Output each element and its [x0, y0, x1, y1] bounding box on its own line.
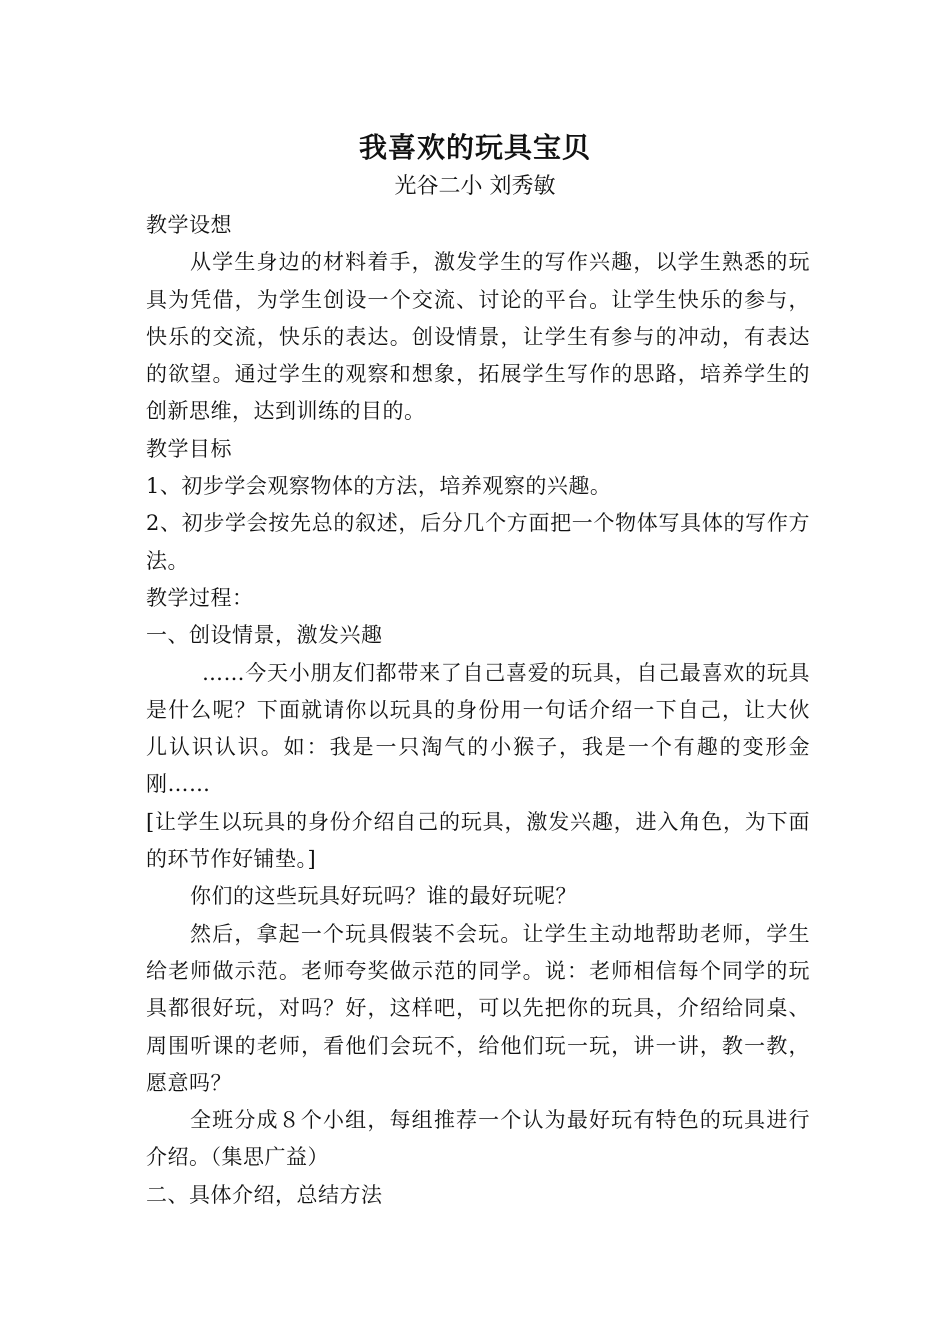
design-paragraph: 从学生身边的材料着手，激发学生的写作兴趣，以学生熟悉的玩具为凭借，为学生创设一个交流、讨论的平台。让学生快乐的参与，快乐的交流，快乐的表达。创设情景，让学生有参与的冲动，有表达的欲望。通过学生的观察和想象，拓展学生写作的思路，培养学生的创新思维，达到训练的目的。 — [146, 250, 810, 424]
step-1-paragraph-3: 然后，拿起一个玩具假装不会玩。让学生主动地帮助老师，学生给老师做示范。老师夸奖做示范的同学。说：老师相信每个同学的玩具都很好玩，对吗？好，这样吧，可以先把你的玩具，介绍给同桌、周围听课的老师，看他们会玩不，给他们玩一玩，讲一讲，教一教，愿意吗？ — [146, 921, 810, 1095]
goal-item-2: 2、初步学会按先总的叙述，后分几个方面把一个物体写具体的写作方法。 — [146, 511, 810, 573]
goal-item-1: 1、初步学会观察物体的方法，培养观察的兴趣。 — [146, 474, 612, 499]
step-2-heading: 二、具体介绍，总结方法 — [146, 1182, 383, 1207]
step-1-paragraph-1: ……今天小朋友们都带来了自己喜爱的玩具，自己最喜欢的玩具是什么呢？下面就请你以玩具的身份用一句话介绍一下自己，让大伙儿认识认识。如：我是一只淘气的小猴子，我是一个有趣的变形金刚…… — [146, 660, 810, 797]
step-1-heading: 一、创设情景，激发兴趣 — [146, 623, 383, 648]
step-1-note: [让学生以玩具的身份介绍自己的玩具，激发兴趣，进入角色，为下面的环节作好铺垫。] — [146, 809, 810, 872]
step-1-paragraph-4: 全班分成８个小组，每组推荐一个认为最好玩有特色的玩具进行介绍。（集思广益） — [146, 1108, 810, 1170]
document-title: 我喜欢的玩具宝贝 — [358, 131, 591, 164]
document-body — [146, 207, 810, 1214]
section-heading-process: 教学过程： — [146, 585, 254, 610]
section-heading-design: 教学设想 — [146, 213, 232, 237]
author-line: 光谷二小 刘秀敏 — [394, 174, 556, 199]
step-1-paragraph-2: 你们的这些玩具好玩吗？谁的最好玩呢？ — [190, 884, 577, 909]
section-heading-goals: 教学目标 — [146, 436, 232, 461]
